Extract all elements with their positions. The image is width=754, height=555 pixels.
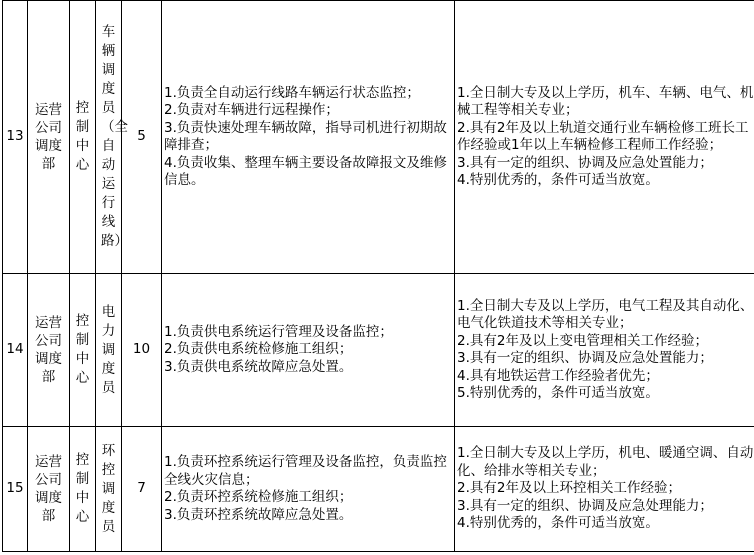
headcount: 5 <box>122 1 162 274</box>
headcount: 10 <box>122 274 162 427</box>
requirement-line: 3.具有一定的组织、协调及应急处置能力； <box>457 154 713 171</box>
requirement-line: 3.具有一定的组织、协调及应急处理能力； <box>457 497 713 514</box>
department: 运营公司调度部 <box>35 101 62 172</box>
requirements-cell <box>455 427 754 552</box>
center: 控制中心 <box>75 100 90 173</box>
duty-line: 1.负责供电系统运行管理及设备监控； <box>164 323 393 340</box>
row-number: 14 <box>3 274 28 427</box>
requirement-line: 3.具有一定的组织、协调及应急处置能力； <box>457 350 713 366</box>
requirement-line: 1.全日制大专及以上学历，机电、暖通空调、自动化、给排水等相关专业； <box>457 445 754 479</box>
duties-cell <box>162 1 455 274</box>
requirement-line: 4.特别优秀的，条件可适当放宽。 <box>457 515 659 532</box>
department: 运营公司调度部 <box>35 314 62 385</box>
requirement-line: 1.全日制大专及以上学历，电气工程及其自动化、电气化铁道技术等相关专业； <box>457 297 754 331</box>
department: 运营公司调度部 <box>35 453 62 524</box>
table-row <box>3 274 754 427</box>
table-row <box>3 1 754 274</box>
duty-line: 2.负责环控系统检修施工组织； <box>164 489 353 505</box>
duty-line: 2.负责对车辆进行远程操作； <box>164 102 339 118</box>
center: 控制中心 <box>75 313 90 386</box>
duty-line: 3.负责环控系统故障应急处置。 <box>164 506 353 523</box>
position: 车辆调度员（全自动运行线路） <box>101 24 128 249</box>
requirement-line: 2.具有2年及以上环控相关工作经验； <box>457 480 681 497</box>
requirement-line: 4.特别优秀的，条件可适当放宽。 <box>457 172 659 188</box>
duty-line: 1.负责环控系统运行管理及设备监控，负责监控全线火灾信息； <box>164 454 447 488</box>
requirement-line: 2.具有2年及以上轨道交通行业车辆检修工班长工作经验或1年以上车辆检修工程师工作经验； <box>457 119 749 153</box>
requirement-line: 5.特别优秀的，条件可适当放宽。 <box>457 385 659 401</box>
row-number: 13 <box>3 1 28 274</box>
requirement-line: 1.全日制大专及以上学历，机车、车辆、电气、机械工程等相关专业； <box>457 84 754 118</box>
duties-cell <box>162 427 455 552</box>
requirement-line: 2.具有2年及以上变电管理相关工作经验； <box>457 332 708 349</box>
table-row <box>3 427 754 552</box>
center: 控制中心 <box>75 452 90 525</box>
requirements-cell <box>455 274 754 427</box>
requirements-cell <box>455 1 754 274</box>
requirement-line: 4.具有地铁运营工作经验者优先； <box>457 367 659 384</box>
job-table <box>2 0 754 552</box>
duty-line: 4.负责收集、整理车辆主要设备故障报文及维修信息。 <box>164 154 447 188</box>
duty-line: 1.负责全自动运行线路车辆运行状态监控； <box>164 84 420 101</box>
headcount: 7 <box>122 427 162 552</box>
row-number: 15 <box>3 427 28 552</box>
duty-line: 2.负责供电系统检修施工组织； <box>164 341 353 358</box>
duties-cell <box>162 274 455 427</box>
duty-line: 3.负责供电系统故障应急处置。 <box>164 358 353 375</box>
position: 电力调度员 <box>101 303 116 396</box>
position: 环控调度员 <box>101 442 116 535</box>
duty-line: 3.负责快速处理车辆故障，指导司机进行初期故障排查； <box>164 119 447 153</box>
